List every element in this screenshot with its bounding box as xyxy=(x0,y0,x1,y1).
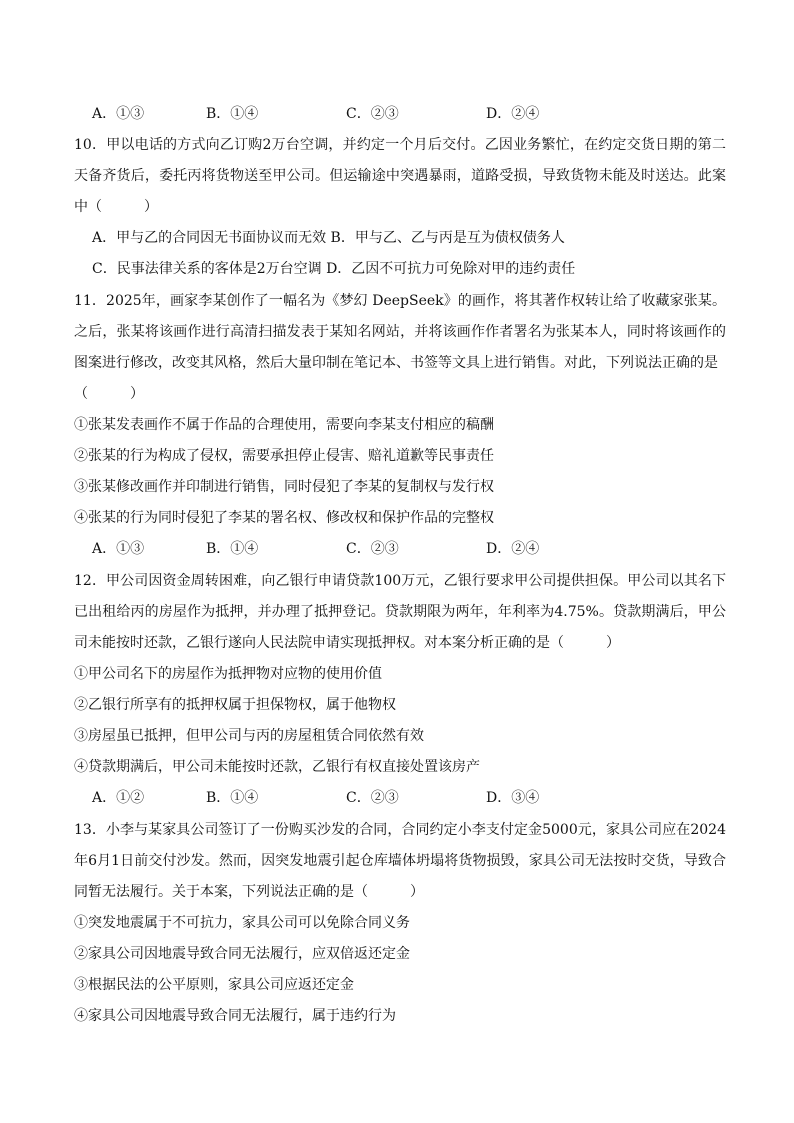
q12-stem: 12．甲公司因资金周转困难，向乙银行申请贷款100万元，乙银行要求甲公司提供担保。甲公司以其名下已出租给丙的房屋作为抵押，并办理了抵押登记。贷款期限为两年，年利率为4.75%。贷款期满后，甲公司未能按时还款，乙银行遂向人民法院申请实现抵押权。对本案分析正确的是（ ） xyxy=(74,573,726,651)
q13-statement-3: ③根据民法的公平原则，家具公司应返还定金 xyxy=(74,977,354,993)
q9-options xyxy=(92,104,692,124)
q11-stem: 11．2025年，画家李某创作了一幅名为《梦幻 DeepSeek》的画作，将其著作权转让给了收藏家张某。之后，张某将该画作进行高清扫描发表于某知名网站，并将该画作作者署名为张某本人，同时将该画作的图案进行修改，改变其风格，然后大量印制在笔记本、书签等文具上进行销售。对此，下列说法正确的是 xyxy=(74,293,726,371)
q11-statement-4: ④张某的行为同时侵犯了李某的署名权、修改权和保护作品的完整权 xyxy=(74,510,494,526)
q11-answer-blank: （ ） xyxy=(74,386,144,402)
q12-statement-4: ④贷款期满后，甲公司未能按时还款，乙银行有权直接处置该房产 xyxy=(74,759,480,775)
q13-statement-2: ②家具公司因地震导致合同无法履行，应双倍返还定金 xyxy=(74,946,410,962)
q12-statement-3: ③房屋虽已抵押，但甲公司与丙的房屋租赁合同依然有效 xyxy=(74,728,424,744)
q10-options-ab[interactable]: A．甲与乙的合同因无书面协议而无效 B．甲与乙、乙与丙是互为债权债务人 xyxy=(92,230,565,246)
q12-option-c[interactable]: C．②③ xyxy=(346,790,399,806)
q11-option-c[interactable]: C．②③ xyxy=(346,541,399,557)
q12-option-b[interactable]: B．①④ xyxy=(206,790,259,806)
q9-option-b[interactable]: B．①④ xyxy=(206,106,259,122)
q11-option-d[interactable]: D．②④ xyxy=(486,541,540,557)
q11-option-a[interactable]: A．①③ xyxy=(92,541,145,557)
q9-option-d[interactable]: D．②④ xyxy=(486,106,540,122)
q12-statement-1: ①甲公司名下的房屋作为抵押物对应物的使用价值 xyxy=(74,666,382,682)
q11-statement-3: ③张某修改画作并印制进行销售，同时侵犯了李某的复制权与发行权 xyxy=(74,479,494,495)
q11-statement-2: ②张某的行为构成了侵权，需要承担停止侵害、赔礼道歉等民事责任 xyxy=(74,448,494,464)
q13-statement-4: ④家具公司因地震导致合同无法履行，属于违约行为 xyxy=(74,1008,396,1024)
q12-options xyxy=(92,788,692,808)
q11-options xyxy=(92,539,692,559)
q11-statement-1: ①张某发表画作不属于作品的合理使用，需要向李某支付相应的稿酬 xyxy=(74,417,494,433)
q13-statement-1: ①突发地震属于不可抗力，家具公司可以免除合同义务 xyxy=(74,915,410,931)
q9-option-a[interactable]: A．①③ xyxy=(92,106,145,122)
q9-option-c[interactable]: C．②③ xyxy=(346,106,399,122)
q11-option-b[interactable]: B．①④ xyxy=(206,541,259,557)
q13-stem: 13．小李与某家具公司签订了一份购买沙发的合同，合同约定小李支付定金5000元，家具公司应在2024年6月1日前交付沙发。然而，因突发地震引起仓库墙体坍塌将货物损毁，家具公司无法按时交货，导致合同暂无法履行。关于本案，下列说法正确的是（ ） xyxy=(74,822,726,900)
q12-option-a[interactable]: A．①② xyxy=(92,790,145,806)
q12-option-d[interactable]: D．③④ xyxy=(486,790,540,806)
q10-stem: 10．甲以电话的方式向乙订购2万台空调，并约定一个月后交付。乙因业务繁忙，在约定交货日期的第二天备齐货后，委托丙将货物送至甲公司。但运输途中突遇暴雨，道路受损，导致货物未能及时送达。此案中（ ） xyxy=(74,137,726,215)
q10-options-cd[interactable]: C．民事法律关系的客体是2万台空调 D．乙因不可抗力可免除对甲的违约责任 xyxy=(92,261,576,277)
q12-statement-2: ②乙银行所享有的抵押权属于担保物权，属于他物权 xyxy=(74,697,396,713)
